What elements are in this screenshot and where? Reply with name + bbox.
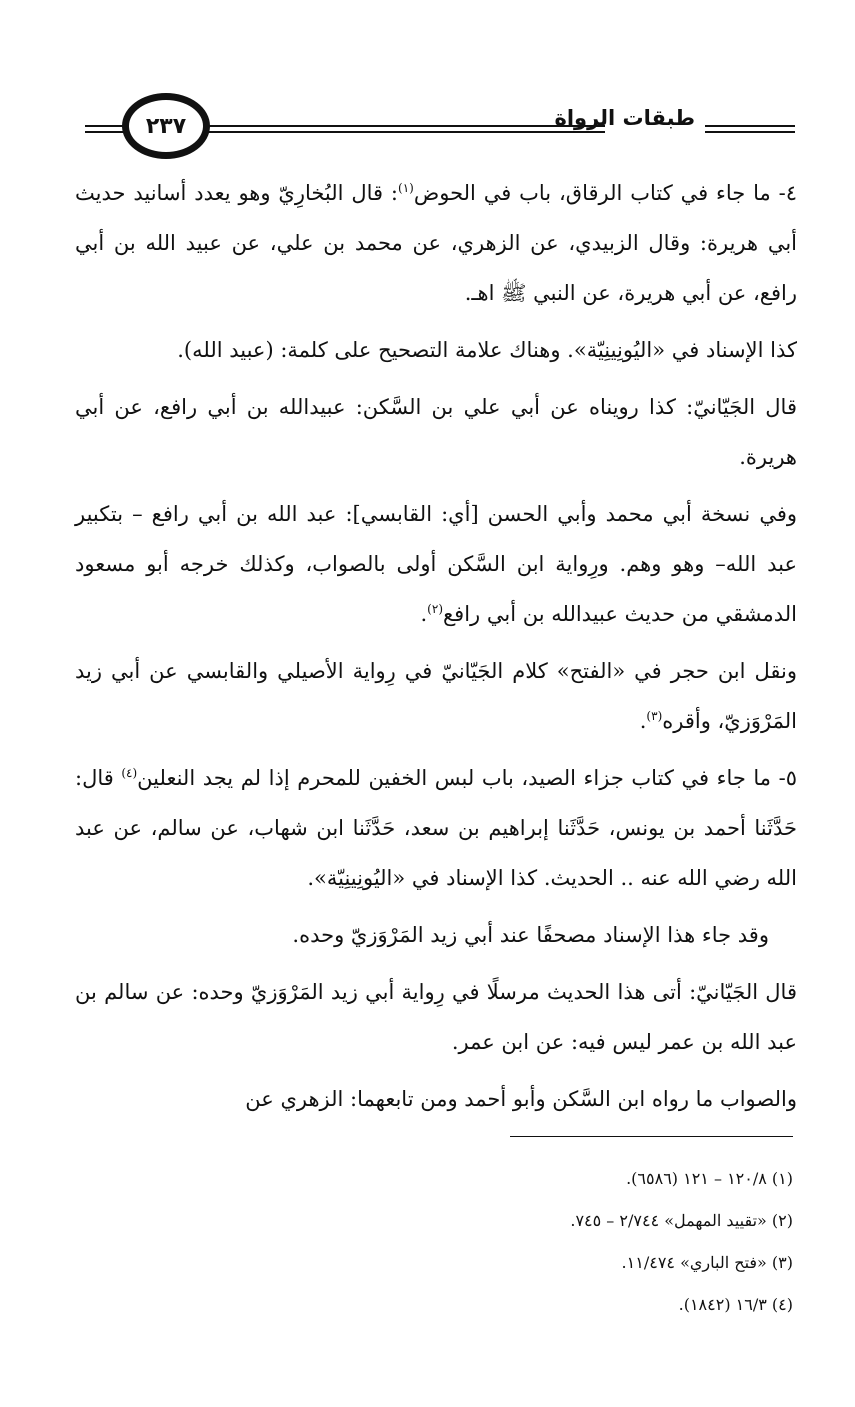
footnote: (١) ١٢٠/٨ – ١٢١ (٦٥٨٦). [626,1169,793,1188]
footnote-separator [510,1136,793,1137]
page-number: ٢٣٧ [145,113,187,139]
footnote-ref: (٣) [646,709,663,723]
paragraph: وقد جاء هذا الإسناد مصحفًا عند أبي زيد المَرْوَزيّ وحده. [292,923,769,947]
footnote-ref: (١) [398,181,414,195]
footnote-ref: (٢) [427,602,443,616]
page-title: طبقات الرواة [554,106,695,130]
page-number-badge [122,93,210,159]
header-rule [705,131,795,133]
header-rule [705,125,795,127]
paragraph: ٥- ما جاء في كتاب جزاء الصيد، باب لبس الخفين للمحرم إذا لم يجد النعلين$^{(٤)}$ قال: حَدَّثَنا أحمد بن يونس، حَدَّثَنا إبراهيم بن سعد، حَدَّثَنا ابن شهاب، عن سالم، عن عبد الله رضي الله عنه .. الحديث. كذا الإسناد في «اليُونِينِيّة». [75,766,797,890]
paragraph: قال الجَيّانيّ: أتى هذا الحديث مرسلًا في رِواية أبي زيد المَرْوَزيّ وحده: عن سالم بن عبد الله بن عمر ليس فيه: عن ابن عمر. [75,980,797,1054]
footnote: (٢) «تقييد المهمل» ٢/٧٤٤ – ٧٤٥. [570,1211,793,1230]
footnote: (٣) «فتح الباري» ١١/٤٧٤. [621,1253,793,1272]
paragraph: وفي نسخة أبي محمد وأبي الحسن [أي: القابسي]: عبد الله بن أبي رافع – بتكبير عبد الله– وهو وهم. ورِواية ابن السَّكن أولى بالصواب، وكذلك خرجه أبو مسعود الدمشقي من حديث عبيدالله بن أبي رافع$^{(٢)}$. [75,502,797,626]
paragraph: والصواب ما رواه ابن السَّكن وأبو أحمد ومن تابعهما: الزهري عن [245,1087,797,1111]
running-header [85,88,795,178]
paragraph: قال الجَيّانيّ: كذا رويناه عن أبي علي بن السَّكن: عبيدالله بن أبي رافع، عن أبي هريرة. [75,395,797,469]
footnote-ref: (٤) [121,766,138,780]
footnotes [300,1158,793,1326]
paragraph: ونقل ابن حجر في «الفتح» كلام الجَيّانيّ في رِواية الأصيلي والقابسي عن أبي زيد المَرْوَزيّ، وأقره$^{(٣)}$. [75,659,797,733]
main-text [75,168,797,1131]
paragraph: كذا الإسناد في «اليُونِينِيّة». وهناك علامة التصحيح على كلمة: (عبيد الله). [177,338,797,362]
footnote: (٤) ١٦/٣ (١٨٤٢). [678,1295,793,1314]
paragraph: ٤- ما جاء في كتاب الرقاق، باب في الحوض$^{(١)}$: قال البُخارِيّ وهو يعدد أسانيد حديث أبي هريرة: وقال الزبيدي، عن الزهري، عن محمد بن علي، عن عبيد الله بن أبي رافع، عن أبي هريرة، عن النبي ﷺ اهـ. [75,181,797,305]
